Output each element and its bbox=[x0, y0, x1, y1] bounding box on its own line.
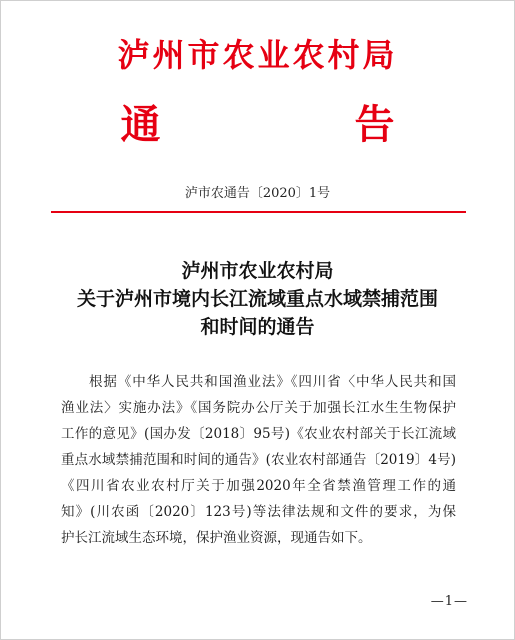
document-number: 泸市农通告〔2020〕1号 bbox=[184, 186, 331, 201]
body-line: 《四川省农业农村厅关于加强2020年全省禁渔管理工作的通 bbox=[61, 478, 456, 494]
body-line: 渔业法〉实施办法》《国务院办公厅关于加强长江水生生物保护 bbox=[61, 400, 456, 416]
page-number: —1— bbox=[430, 594, 468, 609]
document-type-heading: 通 告 bbox=[120, 101, 485, 148]
body-paragraph bbox=[61, 369, 456, 551]
body-line: 工作的意见》(国办发〔2018〕95号)《农业农村部关于长江流域 bbox=[61, 426, 456, 442]
body-line: 护长江流域生态环境，保护渔业资源，现通告如下。 bbox=[61, 530, 372, 546]
title-line: 泸州市农业农村局 bbox=[181, 260, 334, 282]
title-line: 关于泸州市境内长江流域重点水域禁捕范围 bbox=[76, 288, 438, 310]
title-line: 和时间的通告 bbox=[200, 316, 315, 338]
body-line: 知》(川农函〔2020〕123号)等法律法规和文件的要求，为保 bbox=[61, 504, 456, 520]
body-line: 根据《中华人民共和国渔业法》《四川省〈中华人民共和国 bbox=[89, 374, 456, 390]
body-line: 重点水域禁捕范围和时间的通告》(农业农村部通告〔2019〕4号) bbox=[61, 452, 456, 468]
issuer-name: 泸州市农业农村局 bbox=[117, 36, 398, 74]
red-separator-line bbox=[51, 211, 466, 213]
notice-title bbox=[31, 257, 484, 341]
